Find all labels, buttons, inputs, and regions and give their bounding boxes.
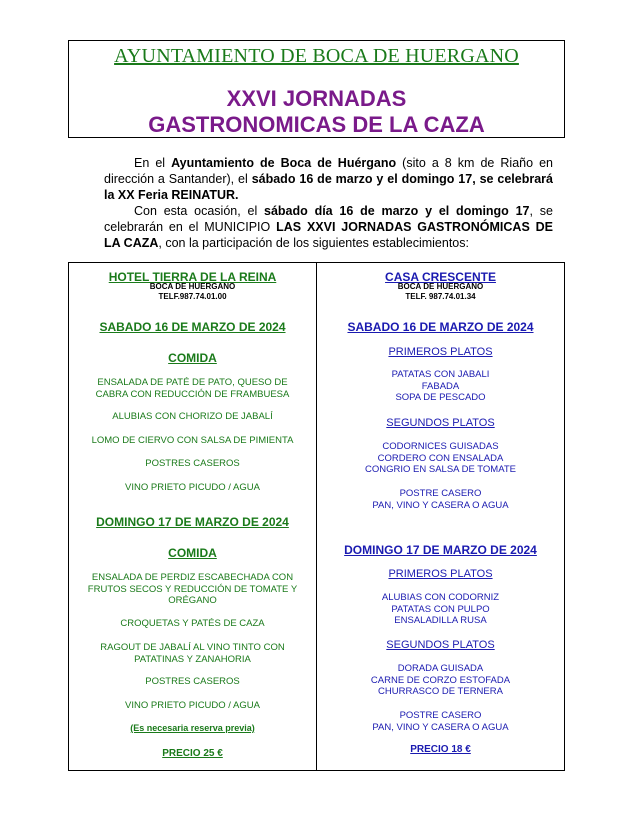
restaurant-name: CASA CRESCENTE xyxy=(385,270,496,284)
dish-list xyxy=(317,369,564,404)
restaurant-phone: TELF.987.74.01.00 xyxy=(158,292,227,301)
text: FABADA xyxy=(421,380,460,392)
text: sábado día 16 de marzo y el domingo 17 xyxy=(264,204,530,218)
dish xyxy=(69,572,316,607)
text: PAN, VINO Y CASERA O AGUA xyxy=(372,721,509,733)
text: (sito a 8 km de Riaño en dirección a Santander), el xyxy=(104,156,554,186)
course-heading: SEGUNDOS PLATOS xyxy=(386,417,495,429)
course-heading: PRIMEROS PLATOS xyxy=(388,346,493,358)
text: LAS XXVI JORNADAS GASTRONÓMICAS DE LA CAZA xyxy=(104,220,554,250)
intro-paragraph-2 xyxy=(104,203,553,251)
dish: VINO PRIETO PICUDO / AGUA xyxy=(125,700,260,711)
day-heading: DOMINGO 17 DE MARZO DE 2024 xyxy=(96,515,289,529)
text: PATATINAS Y ZANAHORIA xyxy=(134,653,251,665)
text: POSTRE CASERO xyxy=(399,710,482,721)
meal-heading: COMIDA xyxy=(168,351,217,365)
menu-table xyxy=(68,262,565,771)
event-title-line2: GASTRONOMICAS DE LA CAZA xyxy=(148,112,485,137)
text: ENSALADILLA RUSA xyxy=(394,615,487,626)
day-heading: DOMINGO 17 DE MARZO DE 2024 xyxy=(344,543,537,557)
restaurant-name: HOTEL TIERRA DE LA REINA xyxy=(108,270,277,284)
text: CORDERO CON ENSALADA xyxy=(377,452,504,464)
text: ENSALADA DE PERDIZ ESCABECHADA CON xyxy=(91,572,294,583)
dish: POSTRES CASEROS xyxy=(145,676,240,687)
text: SOPA DE PESCADO xyxy=(395,392,486,403)
dish: CROQUETAS Y PATÉS DE CAZA xyxy=(120,618,265,629)
restaurant-place: BOCA DE HUERGANO xyxy=(397,282,484,291)
text: ENSALADA DE PATÉ DE PATO, QUESO DE xyxy=(97,377,288,388)
dish xyxy=(69,377,316,400)
intro-paragraph-1 xyxy=(104,155,553,203)
text: CHURRASCO DE TERNERA xyxy=(378,686,503,697)
text: ORÉGANO xyxy=(168,595,217,606)
course-heading: SEGUNDOS PLATOS xyxy=(386,639,495,651)
meal-heading: COMIDA xyxy=(168,546,217,560)
ayuntamiento-title: AYUNTAMIENTO DE BOCA DE HUERGANO xyxy=(114,45,519,67)
restaurant-phone: TELF. 987.74.01.34 xyxy=(405,292,476,301)
dish xyxy=(69,642,316,665)
text: Ayuntamiento de Boca de Huérgano xyxy=(171,156,397,170)
header-box xyxy=(68,40,565,138)
text: DORADA GUISADA xyxy=(397,663,484,674)
dish: VINO PRIETO PICUDO / AGUA xyxy=(125,482,260,493)
dish: POSTRES CASEROS xyxy=(145,458,240,469)
text: CARNE DE CORZO ESTOFADA xyxy=(370,674,511,686)
reservation-note: (Es necesaria reserva previa) xyxy=(130,723,255,733)
text: sábado 16 de marzo y el domingo 17, se celebrará la XX Feria REINATUR. xyxy=(104,172,553,202)
text: FRUTOS SECOS Y REDUCCIÓN DE TOMATE Y xyxy=(87,583,298,595)
course-heading: PRIMEROS PLATOS xyxy=(388,568,493,580)
dish: ALUBIAS CON CHORIZO DE JABALÍ xyxy=(112,411,273,422)
text: PAN, VINO Y CASERA O AGUA xyxy=(372,499,509,511)
text: , con la participación de los siguientes establecimientos: xyxy=(158,236,469,250)
text: PATATAS CON JABALI xyxy=(391,369,490,380)
menu-column-casa xyxy=(317,263,564,770)
dish: LOMO DE CIERVO CON SALSA DE PIMIENTA xyxy=(91,435,294,446)
text: RAGOUT DE JABALÍ AL VINO TINTO CON xyxy=(100,642,285,653)
text: CABRA CON REDUCCIÓN DE FRAMBUESA xyxy=(95,388,290,400)
text: CONGRIO EN SALSA DE TOMATE xyxy=(365,464,516,475)
price: PRECIO 18 € xyxy=(410,744,471,755)
text: POSTRE CASERO xyxy=(399,488,482,499)
restaurant-place: BOCA DE HUERGANO xyxy=(149,282,236,291)
text: CODORNICES GUISADAS xyxy=(382,441,499,452)
dish-list xyxy=(317,488,564,511)
text: Con esta ocasión, el xyxy=(134,204,265,218)
dish-list xyxy=(317,710,564,733)
text: En el xyxy=(134,156,172,170)
dish-list xyxy=(317,663,564,698)
day-heading: SABADO 16 DE MARZO DE 2024 xyxy=(99,320,286,334)
price: PRECIO 25 € xyxy=(162,748,223,759)
dish-list xyxy=(317,592,564,627)
event-title-line1: XXVI JORNADAS xyxy=(226,86,407,111)
text: ALUBIAS CON CODORNIZ xyxy=(381,592,500,603)
dish-list xyxy=(317,441,564,476)
intro-text xyxy=(104,155,553,251)
text: , se celebrarán en el MUNICIPIO xyxy=(104,204,553,234)
menu-column-hotel xyxy=(69,263,317,770)
day-heading: SABADO 16 DE MARZO DE 2024 xyxy=(347,320,534,334)
text: PATATAS CON PULPO xyxy=(391,603,490,615)
